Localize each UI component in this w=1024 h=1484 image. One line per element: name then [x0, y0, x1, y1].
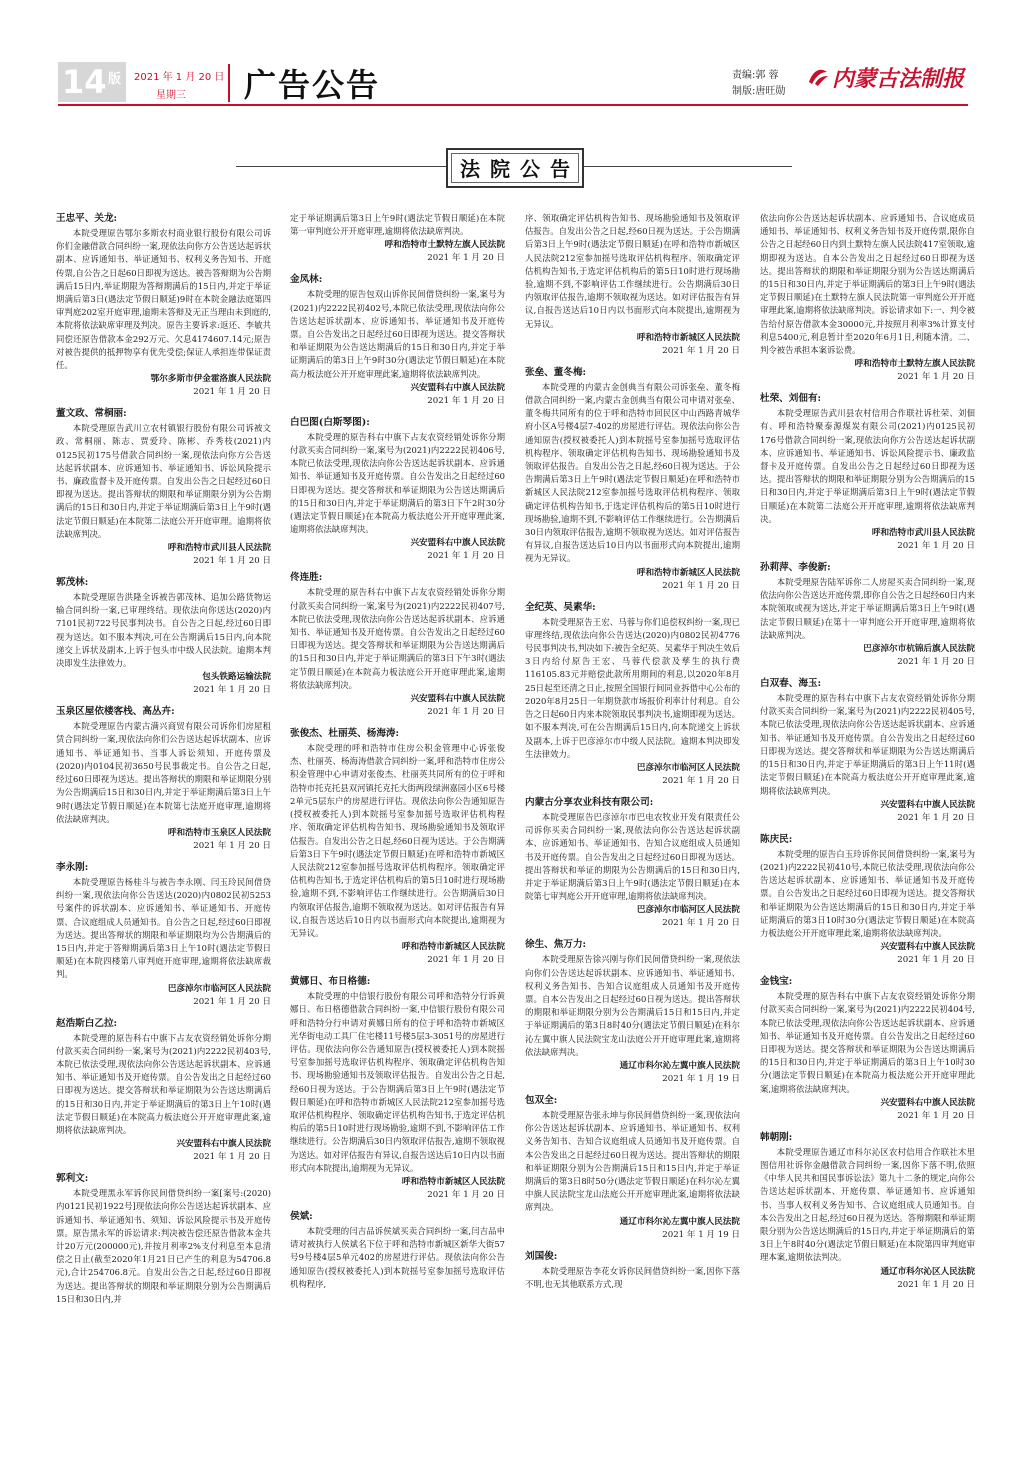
notice-body: 本院受理的原告白玉玲诉你民间借贷纠纷一案,案号为(2021)内2222民初410号,本院已依法受理,现依法向你公告送达起诉状副本、应诉通知书、举证通知书及开庭传票。自公告发出之日起经过60日即视为送达。提交答辩状和举证期限为公告送达期满后的15日和30日内,并定于举证期满后的第3日10时30分(遇法定节假日顺延)在本院高力板法庭公开开庭审理此案,逾期将依法缺席判决。	[760, 848, 975, 938]
publication-weekday: 星期三	[156, 90, 186, 101]
notice-court: 呼和浩特市武川县人民法院	[167, 543, 271, 554]
notice	[525, 601, 740, 788]
column-1	[56, 212, 271, 1474]
notice-addressee: 张垒、董冬梅:	[525, 366, 587, 378]
notice-court: 呼和浩特市新城区人民法院	[636, 567, 740, 578]
notice-date: 2021 年 1 月 20 日	[427, 253, 505, 264]
notice	[525, 1094, 740, 1242]
section-title: 广告公告	[244, 66, 381, 104]
notice-court: 通辽市科尔沁区人民法院	[880, 1266, 975, 1277]
notice	[525, 366, 740, 593]
column-3	[525, 212, 740, 1474]
notice-body: 本院受理黑永军诉你民间借贷纠纷一案[案号:(2020)内0121民初1922号]现依法向你公告送达起诉状副本、应诉通知书、举证通知书、须知、诉讼风险提示书及开庭传票。原告黑永军的诉讼请求:判决被告偿还原告借款本金共计20万元(200000元),并按月利率2%支付利息至本息清偿之日止(截至2020年1月21日已产生的利息为54706.8元),合计254706.8元。自发出公告之日起,经过60日即视为送达。提出答辩状的期限和举证期限分别为公告期满后15日和30日内,并	[56, 1188, 271, 1304]
notice	[760, 677, 975, 825]
notice-court: 巴彦淖尔市杭锦后旗人民法院	[863, 644, 975, 655]
banner-title: 法院公告	[460, 157, 580, 181]
notice-body: 序、领取确定评估机构告知书、现场勘验通知书及领取评估报告。自发出公告之日起,经60日视为送达。于公告期满后第3日上午9时(遇法定节假日顺延)在呼和浩特市新城区人民法院212室参加摇号选取评估机构程序、领取确定评估机构告知书,于选定评估机构后的第5日10时进行现场勘验,逾期不到,不影响评估工作继续进行。公告期满后30日内领取评估报告,逾期不领取视为送达。如对评估报告有异议,自报告送达后10日内以书面形式向本院提出,逾期视为无异议。	[525, 213, 740, 329]
notice-body: 本院受理的原告科右中旗下占友农资经销处诉你分期付款买卖合同纠纷一案,案号为(2021)内2222民初406号,本院已依法受理,现依法向你公告送达起诉状副本、应诉通知书、举证通知书及开庭传票。自公告发出之日起经过60日即视为送达。提交答辩状和举证期限为公告送达期满后的15日和30日内,并定于举证期满后的第3日下午2时30分(遇法定节假日顺延)在本院高力板法庭公开开庭审理此案,逾期将依法缺席判决。	[290, 431, 505, 535]
notice-addressee: 王忠平、关龙:	[56, 213, 118, 224]
notice	[56, 212, 271, 399]
notice-addressee: 侯斌:	[290, 1210, 313, 1222]
notice-body: 本院受理的原告包双山诉你民间借贷纠纷一案,案号为(2021)内2222民初402号,本院已依法受理,现依法向你公告送达起诉状副本、应诉通知书、举证通知书及开庭传票。自公告发出之日起经过60日即视为送达。提交答辩状和举证期限为公告送达期满后的15日和30日内,并定于举证期满后的第3日上午9时30分(遇法定节假日顺延)在本院高力板法庭公开开庭审理此案,逾期将依法缺席判决。	[290, 289, 505, 379]
notice-addressee: 徐生、焦万力:	[525, 939, 587, 951]
notice-addressee: 郭利文:	[56, 1173, 89, 1185]
notice-addressee: 韩朝刚:	[760, 1131, 793, 1143]
notice	[290, 416, 505, 564]
notice-date: 2021 年 1 月 20 日	[193, 996, 271, 1007]
notice-date: 2021 年 1 月 20 日	[897, 657, 975, 668]
banner-line-left	[236, 166, 446, 167]
notice	[56, 407, 271, 568]
notice-addressee: 全纪英、吴素华:	[525, 601, 596, 613]
notice-body: 依法向你公告送达起诉状副本、应诉通知书、合议庭成员通知书、举证通知书、权利义务告知书及开庭传票,限你自公告之日起经60日内到土默特左旗人民法院417室领取,逾期即视为送达。自本公告发出之日起经过60日即视为送达。提出答辩状的期限和举证期限分别为公告送达期满后的15日和30日内,并定于举证期满后的第3日上午9时(遇法定节假日顺延)在土默特左旗人民法院第一审判庭公开开庭审理此案,逾期将依法缺席判决。诉讼请求如下:一、判令被告给付原告借款本金30000元,并按照月利率3%计算支付利息5400元,利息暂计至2020年6月1日,利随本清。二、判令被告承担本案诉讼费。	[760, 213, 975, 356]
notice-date: 2021 年 1 月 20 日	[897, 372, 975, 383]
notice	[290, 727, 505, 967]
notice-court: 通辽市科尔沁左翼中旗人民法院	[619, 1060, 740, 1071]
notice-court: 兴安盟科右中旗人民法院	[880, 799, 975, 810]
notice-body: 本院受理原告陆军诉你二人房屋买卖合同纠纷一案,现依法向你公告送达开庭传票,即你自公告之日起经60日内来本院领取或视为送达,并定于举证期满后第3日上午9时(遇法定节假日顺延)在第十一审判庭公开开庭审理,逾期将依法缺席判决。	[760, 577, 975, 640]
editor-credit: 责编:郭 蓉	[732, 70, 779, 81]
notice-date: 2021 年 1 月 20 日	[662, 918, 740, 929]
notice-court: 呼和浩特市新城区人民法院	[401, 942, 505, 953]
notice-date: 2021 年 1 月 19 日	[662, 1229, 740, 1240]
notice-body: 定于举证期满后第3日上午9时(遇法定节假日顺延)在本院第一审判庭公开开庭审理,逾期将依法缺席判决。	[290, 213, 505, 237]
notice-date: 2021 年 1 月 20 日	[193, 556, 271, 567]
notice	[56, 705, 271, 853]
notice-addressee: 刘国俊:	[525, 1250, 558, 1262]
notice	[760, 1131, 975, 1292]
notice-date: 2021 年 1 月 20 日	[427, 955, 505, 966]
notice-addressee: 郭茂林:	[56, 577, 89, 589]
notice-date: 2021 年 1 月 20 日	[897, 1110, 975, 1121]
notice-date: 2021 年 1 月 20 日	[662, 345, 740, 356]
notice-body: 本院受理原告徐兴刚与你们民间借贷纠纷一案,现依法向你们公告送达起诉状副本、应诉通知书、举证通知书、权利义务告知书、告知合议庭组成人员通知书及开庭传票。自本公告发出之日起经过60日视为送达。提出答辩状的期限和举证期限分别为公告期满后15日和15日内,并定于举证期满后的第3日8时40分(遇法定节假日顺延)在科尔沁左翼中旗人民法院宝龙山法庭公开开庭审理此案,逾期将依法缺席判决。	[525, 954, 740, 1057]
notice	[290, 571, 505, 719]
notice	[56, 1017, 271, 1165]
notice-date: 2021 年 1 月 20 日	[193, 1152, 271, 1163]
notice-court: 包头铁路运输法院	[202, 672, 271, 683]
notice-body: 本院受理的原告科右中旗下占友农资经销处诉你分期付款买卖合同纠纷一案,案号为(2021)内2222民初407号,本院已依法受理,现依法向你公告送达起诉状副本、应诉通知书、举证通知书及开庭传票。自公告发出之日起经过60日即视为送达。提交答辩状和举证期限为公告送达期满后的15日和30日内,并定于举证期满后的第3日下午3时(遇法定节假日顺延)在本院高力板法庭公开开庭审理此案,逾期将依法缺席判决。	[290, 587, 505, 690]
notice-court: 兴安盟科右中旗人民法院	[176, 1139, 271, 1150]
notice-date: 2021 年 1 月 20 日	[427, 551, 505, 562]
notice-addressee: 玉泉区屋依楼客栈、高丛卉:	[56, 706, 175, 718]
notice	[290, 273, 505, 407]
notice-body: 本院受理原告李花女诉你民间借贷纠纷一案,因你下落不明,也无其他联系方式,现	[525, 1265, 740, 1289]
notice	[760, 561, 975, 669]
banner-line-right	[582, 166, 792, 167]
publication-date: 2021 年 1 月 20 日	[134, 72, 225, 83]
notice	[760, 212, 975, 384]
notice-body: 本院受理的闫吉品诉侯斌买卖合同纠纷一案,闫吉品申请对被执行人侯斌名下位于呼和浩特市新城区新华大街57号9号楼4层5单元402的房屋进行评估。现依法向你公告通知原告(授权被委托人)到本院摇号室参加摇号选取评估机构程序,	[290, 1225, 505, 1289]
notice-addressee: 孙莉萍、李俊新:	[760, 562, 831, 574]
notice	[525, 938, 740, 1086]
notice-body: 本院受理的中信银行股份有限公司呼和浩特分行诉黄娜日、布日格德借款合同纠纷一案,中信银行股份有限公司呼和浩特分行申请对黄娜日所有的位于呼和浩特市新城区光华街电动工具厂住宅楼11号楼5层3-3051号的房屋进行评估。现依法向你公告通知原告(授权被委托人)到本院摇号室参加摇号选取评估机构程序、领取确定评估机构告知书、现场勘验通知书及领取评估报告。自发出公告之日起,经60日视为送达。于公告期满后第3日上午9时(遇法定节假日顺延)在呼和浩特市新城区人民法院212室参加摇号选取评估机构程序、领取确定评估机构告知书,于选定评估机构后的第5日10时进行现场勘验,逾期不到,不影响评估工作继续进行。公告期满后30日内领取评估报告,逾期不领取视为送达。如对评估报告有异议,自报告送达后10日内以书面形式向本院提出,逾期视为无异议。	[290, 991, 505, 1173]
notice-body: 本院受理的原告科右中旗下占友农资经销处诉你分期付款买卖合同纠纷一案,案号为(2021)内2222民初405号,本院已依法受理,现依法向你公告送达起诉状副本、应诉通知书、举证通知书及开庭传票。自公告发出之日起经过60日即视为送达。提交答辩状和举证期限为公告送达期满后的15日和30日内,并定于举证期满后的第3日上午11时(遇法定节假日顺延)在本院高力板法庭公开开庭审理此案,逾期将依法缺席判决。	[760, 693, 975, 796]
notice-court: 兴安盟科右中旗人民法院	[410, 538, 505, 549]
notice-addressee: 李永刚:	[56, 861, 89, 873]
notice-body: 本院受理原告内蒙古满兴商贸有限公司诉你们房屋租赁合同纠纷一案,现依法向你们公告送达起诉状副本、应诉通知书、举证通知书、当事人诉讼须知、开庭传票及(2020)内0104民初3650号民事裁定书。自公告之日起,经过60日即视为送达。提出答辩状的期限和举证期限分别为公告期满后15日和30日内,并定于举证期满后第3日上午9时(遇法定节假日顺延)在本院第七法庭开庭审理,逾期将依法缺席判决。	[56, 721, 271, 824]
notice-date: 2021 年 1 月 20 日	[427, 1189, 505, 1200]
notice-addressee: 张俊杰、杜丽英、杨海涛:	[290, 728, 400, 740]
notice-date: 2021 年 1 月 20 日	[897, 812, 975, 823]
notice-body: 本院受理的内蒙古金创典当有限公司诉张垒、董冬梅借款合同纠纷一案,内蒙古金创典当有限公司申请对张垒、董冬梅共同所有的位于呼和浩特市回民区中山西路青城华府小区A号楼4层7-402的房屋进行评估。现依法向你公告通知原告(授权被委托人)到本院摇号室参加摇号选取评估机构程序、领取确定评估机构告知书、现场勘验通知书及领取评估报告。自发出公告之日起,经60日视为送达。于公告期满后第3日上午9时(遇法定节假日顺延)在呼和浩特市新城区人民法院212室参加摇号选取评估机构程序、领取确定评估机构告知书,于选定评估机构后的第5日10时进行现场勘验,逾期不到,不影响评估工作继续进行。公告期满后30日内领取评估报告,逾期不领取视为送达。如对评估报告有异议,自报告送达后10日内以书面形式向本院提出,逾期视为无异议。	[525, 381, 740, 564]
notice-court: 兴安盟科右中旗人民法院	[410, 694, 505, 705]
notice-court: 兴安盟科右中旗人民法院	[880, 1097, 975, 1108]
notice-court: 巴彦淖尔市临河区人民法院	[167, 983, 271, 994]
notice	[56, 1172, 271, 1306]
notice-body: 本院受理的呼和浩特市住房公积金管理中心诉张俊杰、杜丽英、杨海涛借款合同纠纷一案,呼和浩特市住房公积金管理中心申请对张俊杰、杜丽英共同所有的位于呼和浩特市托克托县双河镇托克托大街两段绿洲嘉园小区6号楼2单元5层东户的房屋进行评估。现依法向你公告通知原告(授权被委托人)到本院摇号室参加摇号选取评估机构程序、领取确定评估机构告知书、现场勘验通知书及领取评估报告。自发出公告之日起,经60日视为送达。于公告期满后第3日下午9时(遇法定节假日顺延)在呼和浩特市新城区人民法院212室参加摇号选取评估机构程序。领取确定评估机构告知书,于选定评估机构后的第5日10时进行现场勘验,逾期不到,不影响评估工作继续进行。公告期满后30日内领取评估报告,逾期不领取视为送达。如对评估报告有异议,自报告送达后10日内以书面形式向本院提出,逾期视为无异议。	[290, 743, 505, 938]
notice-date: 2021 年 1 月 20 日	[427, 395, 505, 406]
notice-court: 通辽市科尔沁左翼中旗人民法院	[619, 1216, 740, 1227]
notice	[525, 1250, 740, 1291]
notice-addressee: 包双全:	[525, 1094, 558, 1106]
producer-credit: 制版:唐旺勋	[732, 86, 786, 97]
notice-body: 本院受理原告杨桂斗与被告李永刚、闫玉玲民间借贷纠纷一案,现依法向你公告送达(2020)内0802民初5253号案件的诉状副本、应诉通知书、举证通知书、开庭传票、合议庭组成人员通知书。自公告之日起,经过60日即视为送达。提出答辩状的期限和举证期限均为公告期满后的15日内,并定于答辩期满后第3日上午10时(遇法定节假日顺延)在本院四楼第八审判庭开庭审理,逾期将依法缺席裁判。	[56, 876, 271, 980]
notice	[760, 392, 975, 553]
notice-date: 2021 年 1 月 20 日	[662, 775, 740, 786]
notice-body: 本院受理原告鄂尔多斯农村商业银行股份有限公司诉你们金融借款合同纠纷一案,现依法向你方公告送达起诉状副本、应诉通知书、举证通知书、权利义务告知书、开庭传票,自公告之日起60日即视为送达。被告答辩期为公告期满后15日内,举证期限为答辩期满后的15日内,并定于举证期满后第3日(遇法定节假日顺延)9时在本院金融法庭第四审判庭202室开庭审理,逾期未答辩及无正当理由未到庭的,本院将依法缺席审理及判决。原告主要诉求:返还、李敏共同偿还原告借款本金292万元、欠息4174607.14元;原告对被告提供的抵押物享有优先受偿;保证人承担连带保证责任。	[56, 228, 271, 371]
notice-body: 本院受理原告武川立农村镇银行股份有限公司诉被文政、常桐丽、陈志、贾爱玲、陈彬、乔秀枝(2021)内0125民初175号借款合同纠纷一案,现依法向你方公告送达起诉状副本、应诉通知书、举证通知书、诉讼风险提示书、廉政监督卡及开庭传票。自发出公告之日起经过60日即视为送达。提出答辩状的期限和举证期限分别为公告期满后的15日和30日内,并定于举证期满后第3日上午9时(遇法定节假日顺延)在本院第二法庭公开开庭审理。逾期将依法缺席判决。	[56, 423, 271, 539]
notice	[290, 1210, 505, 1291]
notice-court: 兴安盟科右中旗人民法院	[880, 942, 975, 953]
notice-court: 呼和浩特市新城区人民法院	[636, 332, 740, 343]
header-divider	[228, 64, 230, 102]
notice-date: 2021 年 1 月 20 日	[427, 707, 505, 718]
notice-court: 巴彦淖尔市临河区人民法院	[636, 905, 740, 916]
notice-court: 呼和浩特市武川县人民法院	[871, 528, 975, 539]
column-4	[760, 212, 975, 1474]
notice-addressee: 金凤林:	[290, 274, 323, 286]
notice-date: 2021 年 1 月 20 日	[193, 387, 271, 398]
notice-court: 呼和浩特市土默特左旗人民法院	[384, 240, 505, 251]
notice-date: 2021 年 1 月 20 日	[193, 840, 271, 851]
notice-body: 本院受理原告通辽市科尔沁区农村信用合作联社木里图信用社诉你金融借款合同纠纷一案,因你下落不明,依照《中华人民共和国民事诉讼法》第九十二条的规定,向你公告送达起诉状副本、开庭传票、举证通知书、应诉通知书、当事人权利义务告知书、合议庭组成人员通知书。自本公告发出之日起,经过60日视为送达。答辩期限和举证期限分别为公告送达期满后的15日内,并定于举证期满后的第3日上午8时40分(遇法定节假日顺延)在本院第四审判庭审理本案,逾期依法判决。	[760, 1146, 975, 1263]
court-notice-banner	[446, 148, 584, 188]
masthead-rule	[58, 104, 968, 106]
newspaper-logo-icon	[806, 64, 830, 88]
notice-body: 本院受理的原告科右中旗下占友农资经销处诉你分期付款买卖合同纠纷一案,案号为(2021)内2222民初404号,本院已依法受理,现依法向你公告送达起诉状副本、应诉通知书、举证通知书及开庭传票。自公告发出之日起经过60日即视为送达。提交答辩状和举证期限为公告送达期满后的15日和30日内,并定于举证期满后的第3日上午10时30分(遇法定节假日顺延)在本院高力板法庭公开开庭审理此案,逾期将依法缺席判决。	[760, 991, 975, 1094]
notice-body: 本院受理原告王宏、马蓉与你们追偿权纠纷一案,现已审理终结,现依法向你公告送达(2020)内0802民初4776号民事判决书,判决如下:被告全纪英、吴素华于判决生效后3日内给付原告王宏、马蓉代偿款及孳生的执行费116105.83元并赔偿此款所用期间的利息,以2020年8月25日起至还清之日止,按照全国银行间同业拆借中心公布的2020年8月25日一年期贷款市场报价利率计付利息。自公告之日起60日内来本院领取民事判决书,逾期即视为送达。如不服本判决,可在公告期满后15日内,向本院递交上诉状及副本,上诉于巴彦淖尔市中级人民法院。逾期本判决即发生法律效力。	[525, 616, 740, 759]
notice	[56, 861, 271, 1009]
notice-date: 2021 年 1 月 19 日	[662, 1073, 740, 1084]
notice-date: 2021 年 1 月 20 日	[897, 955, 975, 966]
notice	[290, 975, 505, 1202]
notice-body: 本院受理原告武川县农村信用合作联社诉杜荣、刘佃有、呼和浩特聚泰源煤炭有限公司(2021)内0125民初176号借款合同纠纷一案,现依法向你方公告送达起诉状副本、应诉通知书、举证通知书、诉讼风险提示书、廉政监督卡及开庭传票。自发出公告之日起经过60日即视为送达。提出答辩状的期限和举证期限分别为公告期满后的15日和30日内,并定于举证期满后第3日上午9时(遇法定节假日顺延)在本院第二法庭公开开庭审理,逾期将依法缺席判决。	[760, 408, 975, 524]
notice-court: 巴彦淖尔市临河区人民法院	[636, 762, 740, 773]
notice-addressee: 白双春、海玉:	[760, 678, 822, 690]
notice-body: 本院受理原告巴彦淖尔市巴电农牧业开发有限责任公司诉你买卖合同纠纷一案,现依法向你公告送达起诉状副本、应诉通知书、举证通知书、告知合议庭组成人员通知书及开庭传票。自公告发出之日起经过60日即视为送达。提出答辩状和举证的期限为公告期满后的15日和30日内,并定于举证期满后第3日上午9时(遇法定节假日顺延)在本院第七审判庭公开开庭审理,逾期将依法缺席判决。	[525, 811, 740, 902]
notice-addressee: 佟连胜:	[290, 572, 323, 584]
notice-addressee: 杜荣、刘佃有:	[760, 393, 822, 405]
notice-addressee: 董文政、常桐丽:	[56, 408, 127, 420]
notice	[525, 212, 740, 358]
notice-addressee: 内蒙古分享农业科技有限公司:	[525, 796, 654, 808]
notice-addressee: 陈庆民:	[760, 833, 793, 845]
column-2	[290, 212, 505, 1474]
notice-date: 2021 年 1 月 20 日	[193, 685, 271, 696]
notice	[760, 975, 975, 1123]
notice-court: 呼和浩特市土默特左旗人民法院	[854, 359, 975, 370]
notice	[290, 212, 505, 265]
notice-addressee: 白巴图(白斯琴图):	[290, 416, 370, 428]
notice-court: 呼和浩特市新城区人民法院	[401, 1176, 505, 1187]
notice-body: 本院受理原告张永坤与你民间借贷纠纷一案,现依法向你公告送达起诉状副本、应诉通知书、举证通知书、权利义务告知书、告知合议庭组成人员通知书及开庭传票。自本公告发出之日起经过60日视为送达。提出答辩状的期限和举证期限分别为公告期满后15日和15日内,并定于举证期满后的第3日8时50分(遇法定节假日顺延)在科尔沁左翼中旗人民法院宝龙山法庭公开开庭审理此案,逾期将依法缺席判决。	[525, 1109, 740, 1213]
notice-court: 鄂尔多斯市伊金霍洛旗人民法院	[150, 374, 271, 385]
notice-court: 呼和浩特市玉泉区人民法院	[167, 827, 271, 838]
notice	[760, 833, 975, 967]
notice-addressee: 赵浩斯白乙拉:	[56, 1017, 118, 1029]
newspaper-brand: 内蒙古法制报	[832, 66, 965, 92]
notice-addressee: 黄娜日、布日格德:	[290, 976, 371, 988]
notice-date: 2021 年 1 月 20 日	[897, 1279, 975, 1290]
notice-body: 本院受理的原告科右中旗下占友农资经销处诉你分期付款买卖合同纠纷一案,案号为(2021)内2222民初403号,本院已依法受理,现依法向你公告送达起诉状副本、应诉通知书、举证通知书及开庭传票。自公告发出之日起经过60日即视为送达。提交答辩状和举证期限为公告送达期满后的15日和30日内,并定于举证期满后的第3日上午10时(遇法定节假日顺延)在本院高力板法庭公开开庭审理此案,逾期将依法缺席判决。	[56, 1032, 271, 1135]
notice-date: 2021 年 1 月 20 日	[897, 541, 975, 552]
page-number: 14	[62, 63, 107, 101]
notice-court: 兴安盟科右中旗人民法院	[410, 382, 505, 393]
notice-addressee: 金钱宝:	[760, 976, 793, 988]
page-number-suffix: 版	[108, 72, 122, 87]
notice	[56, 576, 271, 697]
notice	[525, 796, 740, 930]
notice-body: 本院受理原告洪隆全诉被告郭茂林、追加公路货物运输合同纠纷一案,已审理终结。现依法向你送达(2020)内7101民初722号民事判决书。自公告之日起,经过60日即视为送达。如不服本判决,可在公告期满后15日内,向本院递交上诉状及副本,上诉于包头市中级人民法院。逾期本判决即发生法律效力。	[56, 592, 271, 669]
notice-date: 2021 年 1 月 20 日	[662, 580, 740, 591]
